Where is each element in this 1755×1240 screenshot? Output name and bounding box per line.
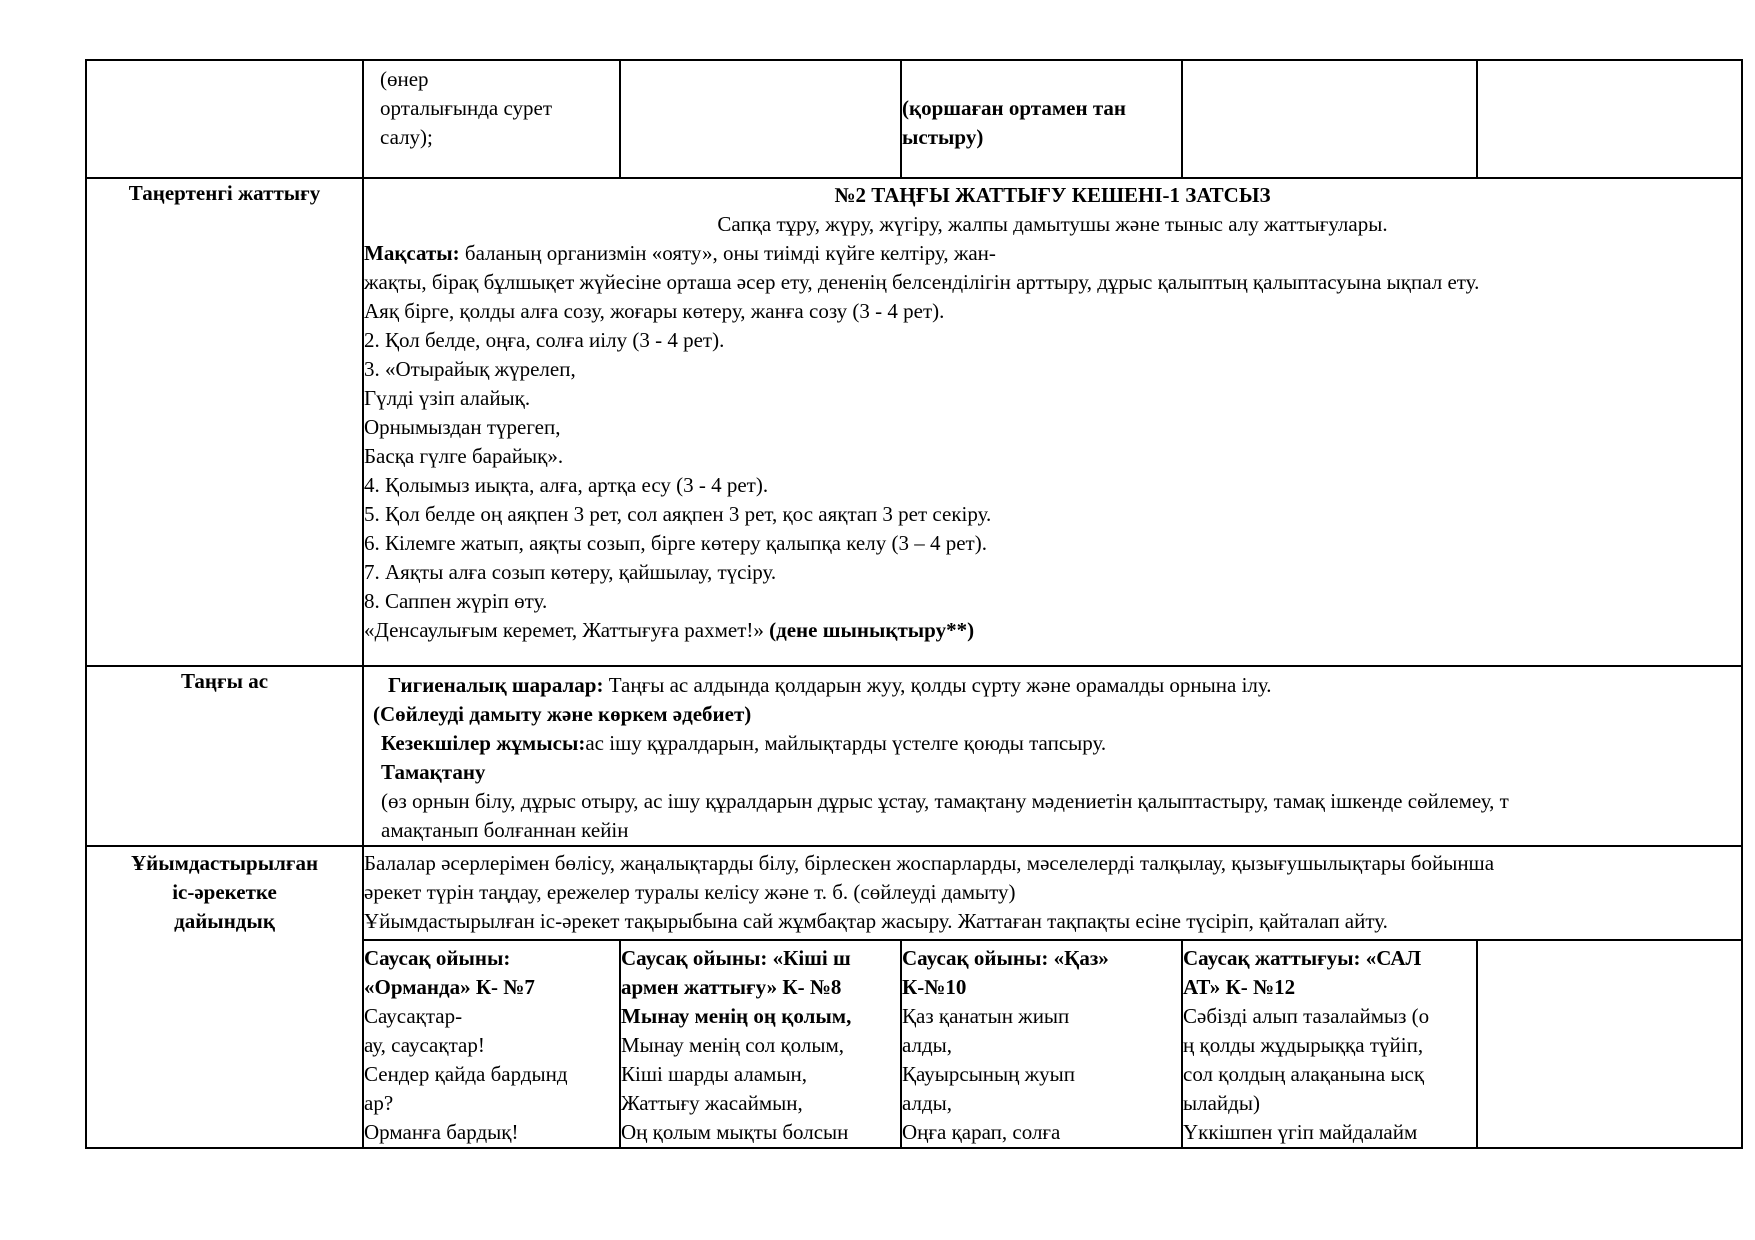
text-line: орталығында сурет <box>380 96 553 120</box>
morning-exercise-content <box>363 178 1742 666</box>
exercise-line: 8. Саппен жүріп өту. <box>364 589 548 613</box>
game-line: сол қолдың алақанына ысқ <box>1183 1062 1425 1086</box>
game-title: Саусақ ойыны: <box>364 946 511 970</box>
cell-empty <box>1477 60 1742 178</box>
finger-game-day1 <box>363 940 620 1148</box>
finger-game-day5-empty <box>1477 940 1742 1148</box>
game-title: Саусақ ойыны: «Кіші ш <box>621 946 851 970</box>
exercise-line: 4. Қолымыз иықта, алға, артқа есу (3 - 4 рет). <box>364 473 769 497</box>
game-title: АТ» К- №12 <box>1183 975 1296 999</box>
daily-plan-table <box>85 59 1743 1149</box>
game-line: Қауырсының жуып <box>902 1062 1075 1086</box>
hygiene-text: Таңғы ас алдында қолдарын жуу, қолды сүрту және орамалды орнына ілу. <box>603 673 1272 697</box>
duty-line <box>364 729 1741 758</box>
prep-line: Ұйымдастырылған іс-әрекет тақырыбына сай жұмбақтар жасыру. Жаттаған тақпақты есіне түсіріп, қайталап айту. <box>364 909 1388 933</box>
exercise-line: Орнымыздан түрегеп, <box>364 415 561 439</box>
game-line: Сәбізді алып тазалаймыз (о <box>1183 1004 1430 1028</box>
text-line: ыстыру) <box>902 125 984 149</box>
game-line: Орманға бардық! <box>364 1120 519 1144</box>
row-preparation <box>86 846 1742 940</box>
game-title: Мынау менің оң қолым, <box>621 1004 852 1028</box>
goal-text: баланың организмін «ояту», оны тиімді күйге келтіру, жан- <box>459 241 996 265</box>
game-line: Мынау менің сол қолым, <box>621 1033 845 1057</box>
game-title: «Орманда» К- №7 <box>364 975 535 999</box>
exercise-line: 7. Аяқты алға созып көтеру, қайшылау, түсіру. <box>364 560 777 584</box>
hygiene-line <box>364 671 1741 700</box>
goal-label: Мақсаты: <box>364 241 460 265</box>
eating-line: (өз орнын білу, дұрыс отыру, ас ішу құралдарын дұрыс ұстау, тамақтану мәдениетін қалыптастыру, тамақ ішкенде сөйлемеу, т <box>381 789 1509 813</box>
closing-text: «Денсаулығым керемет, Жаттығуға рахмет!» <box>364 618 770 642</box>
row-continuation <box>86 60 1742 178</box>
cell-empty-label <box>86 60 363 178</box>
cell-art-center <box>363 60 620 178</box>
cell-environment <box>901 60 1182 178</box>
game-line: ар? <box>364 1091 394 1115</box>
game-line: Сендер қайда бардынд <box>364 1062 568 1086</box>
game-line: ау, саусақтар! <box>364 1033 485 1057</box>
game-line: Саусақтар- <box>364 1004 463 1028</box>
game-line: алды, <box>902 1033 953 1057</box>
cell-empty <box>620 60 901 178</box>
exercise-goal <box>364 239 1741 268</box>
closing-area: (дене шынықтыру**) <box>769 618 975 642</box>
exercise-subtitle: Сапқа тұру, жүру, жүгіру, жалпы дамытушы және тыныс алу жаттығулары. <box>717 212 1388 236</box>
eating-label: Тамақтану <box>381 760 486 784</box>
game-line: Оң қолым мықты болсын <box>621 1120 849 1144</box>
breakfast-area: (Сөйлеуді дамыту және көркем әдебиет) <box>373 702 752 726</box>
hygiene-label: Гигиеналық шаралар: <box>388 673 604 697</box>
exercise-line: 6. Кілемге жатып, аяқты созып, бірге көтеру қалыпқа келу (3 – 4 рет). <box>364 531 987 555</box>
row-morning-exercise <box>86 178 1742 666</box>
morning-exercise-label: Таңертенгі жаттығу <box>86 178 363 666</box>
exercise-title: №2 ТАҢҒЫ ЖАТТЫҒУ КЕШЕНІ-1 ЗАТСЫЗ <box>834 183 1271 207</box>
breakfast-label: Таңғы ас <box>86 666 363 846</box>
exercise-line: 3. «Отырайық жүрелеп, <box>364 357 576 381</box>
eating-line: амақтанып болғаннан кейін <box>381 818 629 842</box>
exercise-line: жақты, бірақ бұлшықет жүйесіне орташа әсер ету, дененің белсенділігін арттыру, дұрыс қалыптың қалыптасуына ықпал ету. <box>364 270 1480 294</box>
row-breakfast <box>86 666 1742 846</box>
exercise-line: 5. Қол белде оң аяқпен 3 рет, сол аяқпен 3 рет, қос аяқтап 3 рет секіру. <box>364 502 992 526</box>
text-line: салу); <box>380 125 433 149</box>
finger-game-day4 <box>1182 940 1477 1148</box>
game-line: ылайды) <box>1183 1091 1260 1115</box>
game-line: Үккішпен үгіп майдалайм <box>1183 1120 1418 1144</box>
duty-text: ас ішу құралдарын, майлықтарды үстелге қоюды тапсыру. <box>585 731 1107 755</box>
prep-line: әрекет түрін таңдау, ережелер туралы келісу және т. б. (сөйлеуді дамыту) <box>364 880 1016 904</box>
duty-label: Кезекшілер жұмысы: <box>381 731 586 755</box>
exercise-line: Гүлді үзіп алайық. <box>364 386 531 410</box>
exercise-line: 2. Қол белде, оңға, солға иілу (3 - 4 рет). <box>364 328 725 352</box>
label-line: Ұйымдастырылған <box>130 851 319 875</box>
game-title: К-№10 <box>902 975 967 999</box>
game-line: ң қолды жұдырыққа түйіп, <box>1183 1033 1424 1057</box>
finger-game-day2 <box>620 940 901 1148</box>
game-line: Оңға қарап, солға <box>902 1120 1061 1144</box>
cell-empty <box>1182 60 1477 178</box>
exercise-line: Аяқ бірге, қолды алға созу, жоғары көтеру, жанға созу (3 - 4 рет). <box>364 299 945 323</box>
game-title: Саусақ ойыны: «Қаз» <box>902 946 1109 970</box>
preparation-label <box>86 846 363 1148</box>
game-title: Саусақ жаттығуы: «САЛ <box>1183 946 1422 970</box>
game-line: Кіші шарды аламын, <box>621 1062 808 1086</box>
label-line: дайындық <box>174 909 275 933</box>
exercise-line: Басқа гүлге барайық». <box>364 444 564 468</box>
preparation-content <box>363 846 1742 940</box>
label-line: іс-әрекетке <box>172 880 277 904</box>
finger-game-day3 <box>901 940 1182 1148</box>
text-line: (қоршаған ортамен тан <box>902 96 1127 120</box>
exercise-closing <box>364 616 1741 645</box>
breakfast-content <box>363 666 1742 846</box>
game-line: Жаттығу жасаймын, <box>621 1091 803 1115</box>
prep-line: Балалар әсерлерімен бөлісу, жаңалықтарды білу, бірлескен жоспарларды, мәселелерді талқылау, қызығушылықтары бойынша <box>364 851 1495 875</box>
game-line: алды, <box>902 1091 953 1115</box>
text-line: (өнер <box>380 67 429 91</box>
game-line: Қаз қанатын жиып <box>902 1004 1070 1028</box>
game-title: армен жаттығу» К- №8 <box>621 975 842 999</box>
